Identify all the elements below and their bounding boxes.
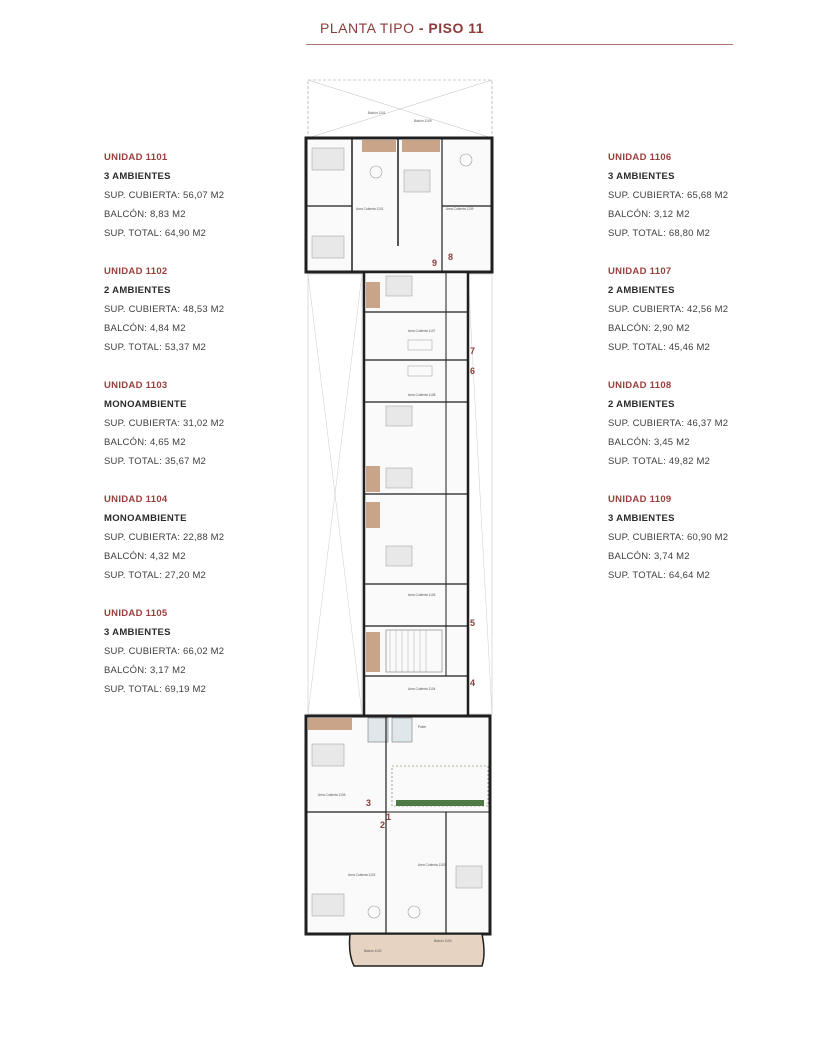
unit-name: UNIDAD 1105: [104, 608, 168, 619]
unit-card-1103: [104, 380, 304, 475]
unit-marker-4: 4: [470, 678, 476, 688]
unit-card-1106: [608, 152, 808, 247]
unit-name: UNIDAD 1102: [104, 266, 168, 277]
planter: [396, 800, 484, 806]
unit-type: 3 AMBIENTES: [608, 513, 675, 524]
unit-type: MONOAMBIENTE: [104, 399, 187, 410]
unit-balcon: BALCÓN: 3,74 M2: [608, 551, 690, 562]
svg-text:Area Cubierta 1104: Area Cubierta 1104: [408, 687, 436, 691]
unit-total: SUP. TOTAL: 45,46 M2: [608, 342, 711, 353]
unit-balcon: BALCÓN: 4,65 M2: [104, 437, 186, 448]
unit-balcon: BALCÓN: 4,32 M2: [104, 551, 186, 562]
unit-balcon: BALCÓN: 3,17 M2: [104, 665, 186, 676]
svg-text:Area Cubierta 1101: Area Cubierta 1101: [356, 207, 384, 211]
svg-text:Balcón 1102: Balcón 1102: [364, 949, 382, 953]
unit-balcon: BALCÓN: 4,84 M2: [104, 323, 186, 334]
unit-cubierta: SUP. CUBIERTA: 65,68 M2: [608, 190, 729, 201]
unit-cubierta: SUP. CUBIERTA: 66,02 M2: [104, 646, 225, 657]
unit-card-1101: [104, 152, 304, 247]
unit-marker-2: 2: [380, 820, 386, 830]
unit-total: SUP. TOTAL: 64,64 M2: [608, 570, 711, 581]
unit-card-1109: [608, 494, 808, 589]
elevator: [368, 718, 388, 742]
unit-name: UNIDAD 1106: [608, 152, 672, 163]
wood-balcony: [402, 140, 440, 152]
title-floor: PISO 11: [428, 20, 485, 36]
unit-total: SUP. TOTAL: 64,90 M2: [104, 228, 207, 239]
unit-total: SUP. TOTAL: 53,37 M2: [104, 342, 207, 353]
title-separator: -: [418, 20, 425, 36]
unit-marker-5: 5: [470, 618, 476, 628]
void-diagonal: [468, 274, 492, 714]
unit-name: UNIDAD 1107: [608, 266, 672, 277]
unit-cubierta: SUP. CUBIERTA: 31,02 M2: [104, 418, 225, 429]
unit-type: MONOAMBIENTE: [104, 513, 187, 524]
unit-card-1102: [104, 266, 304, 361]
elevator: [392, 718, 412, 742]
svg-text:Area Cubierta 1102: Area Cubierta 1102: [348, 873, 376, 877]
unit-type: 2 AMBIENTES: [608, 399, 675, 410]
unit-balcon: BALCÓN: 3,45 M2: [608, 437, 690, 448]
svg-text:Balcón 1101: Balcón 1101: [368, 111, 386, 115]
unit-card-1105: [104, 608, 304, 703]
title-rule: [306, 44, 733, 45]
svg-text:Area Cubierta 1103: Area Cubierta 1103: [418, 863, 446, 867]
svg-text:Palier: Palier: [418, 725, 427, 729]
floor-plan: [296, 76, 500, 976]
unit-type: 3 AMBIENTES: [104, 171, 171, 182]
unit-cubierta: SUP. CUBIERTA: 56,07 M2: [104, 190, 225, 201]
unit-total: SUP. TOTAL: 68,80 M2: [608, 228, 711, 239]
unit-marker-1: 1: [386, 812, 392, 822]
wood-balcony: [366, 632, 380, 672]
unit-marker-9: 9: [432, 258, 438, 268]
unit-name: UNIDAD 1103: [104, 380, 168, 391]
unit-balcon: BALCÓN: 2,90 M2: [608, 323, 690, 334]
unit-name: UNIDAD 1108: [608, 380, 672, 391]
wood-balcony: [308, 718, 352, 730]
unit-marker-8: 8: [448, 252, 454, 262]
wood-balcony: [362, 140, 396, 152]
unit-name: UNIDAD 1101: [104, 152, 168, 163]
unit-card-1107: [608, 266, 808, 361]
unit-total: SUP. TOTAL: 49,82 M2: [608, 456, 711, 467]
unit-cubierta: SUP. CUBIERTA: 48,53 M2: [104, 304, 225, 315]
svg-text:Balcón 1109: Balcón 1109: [414, 119, 432, 123]
unit-cubierta: SUP. CUBIERTA: 42,56 M2: [608, 304, 729, 315]
unit-card-1104: [104, 494, 304, 589]
unit-balcon: BALCÓN: 3,12 M2: [608, 209, 690, 220]
unit-balcon: BALCÓN: 8,83 M2: [104, 209, 186, 220]
unit-marker-7: 7: [470, 346, 476, 356]
svg-text:Area Cubierta 1105: Area Cubierta 1105: [318, 793, 346, 797]
unit-cubierta: SUP. CUBIERTA: 46,37 M2: [608, 418, 729, 429]
wood-balcony: [366, 502, 380, 528]
svg-text:Balcón 1103: Balcón 1103: [434, 939, 452, 943]
unit-type: 3 AMBIENTES: [608, 171, 675, 182]
unit-total: SUP. TOTAL: 35,67 M2: [104, 456, 207, 467]
unit-type: 3 AMBIENTES: [104, 627, 171, 638]
svg-text:Area Cubierta 1107: Area Cubierta 1107: [408, 329, 436, 333]
floor-plan-drawing: [296, 76, 500, 976]
unit-total: SUP. TOTAL: 27,20 M2: [104, 570, 207, 581]
unit-name: UNIDAD 1104: [104, 494, 168, 505]
unit-name: UNIDAD 1109: [608, 494, 672, 505]
wood-balcony: [366, 282, 380, 308]
wood-balcony: [366, 466, 380, 492]
unit-type: 2 AMBIENTES: [104, 285, 171, 296]
svg-text:Area Cubierta 1105: Area Cubierta 1105: [408, 593, 436, 597]
svg-text:Area Cubierta 1108: Area Cubierta 1108: [408, 393, 436, 397]
unit-marker-3: 3: [366, 798, 372, 808]
title-prefix: PLANTA TIPO: [320, 20, 415, 36]
unit-card-1108: [608, 380, 808, 475]
unit-total: SUP. TOTAL: 69,19 M2: [104, 684, 207, 695]
page-title: [320, 20, 484, 36]
unit-type: 2 AMBIENTES: [608, 285, 675, 296]
unit-cubierta: SUP. CUBIERTA: 60,90 M2: [608, 532, 729, 543]
unit-cubierta: SUP. CUBIERTA: 22,88 M2: [104, 532, 225, 543]
unit-marker-6: 6: [470, 366, 476, 376]
svg-text:Area Cubierta 1109: Area Cubierta 1109: [446, 207, 474, 211]
